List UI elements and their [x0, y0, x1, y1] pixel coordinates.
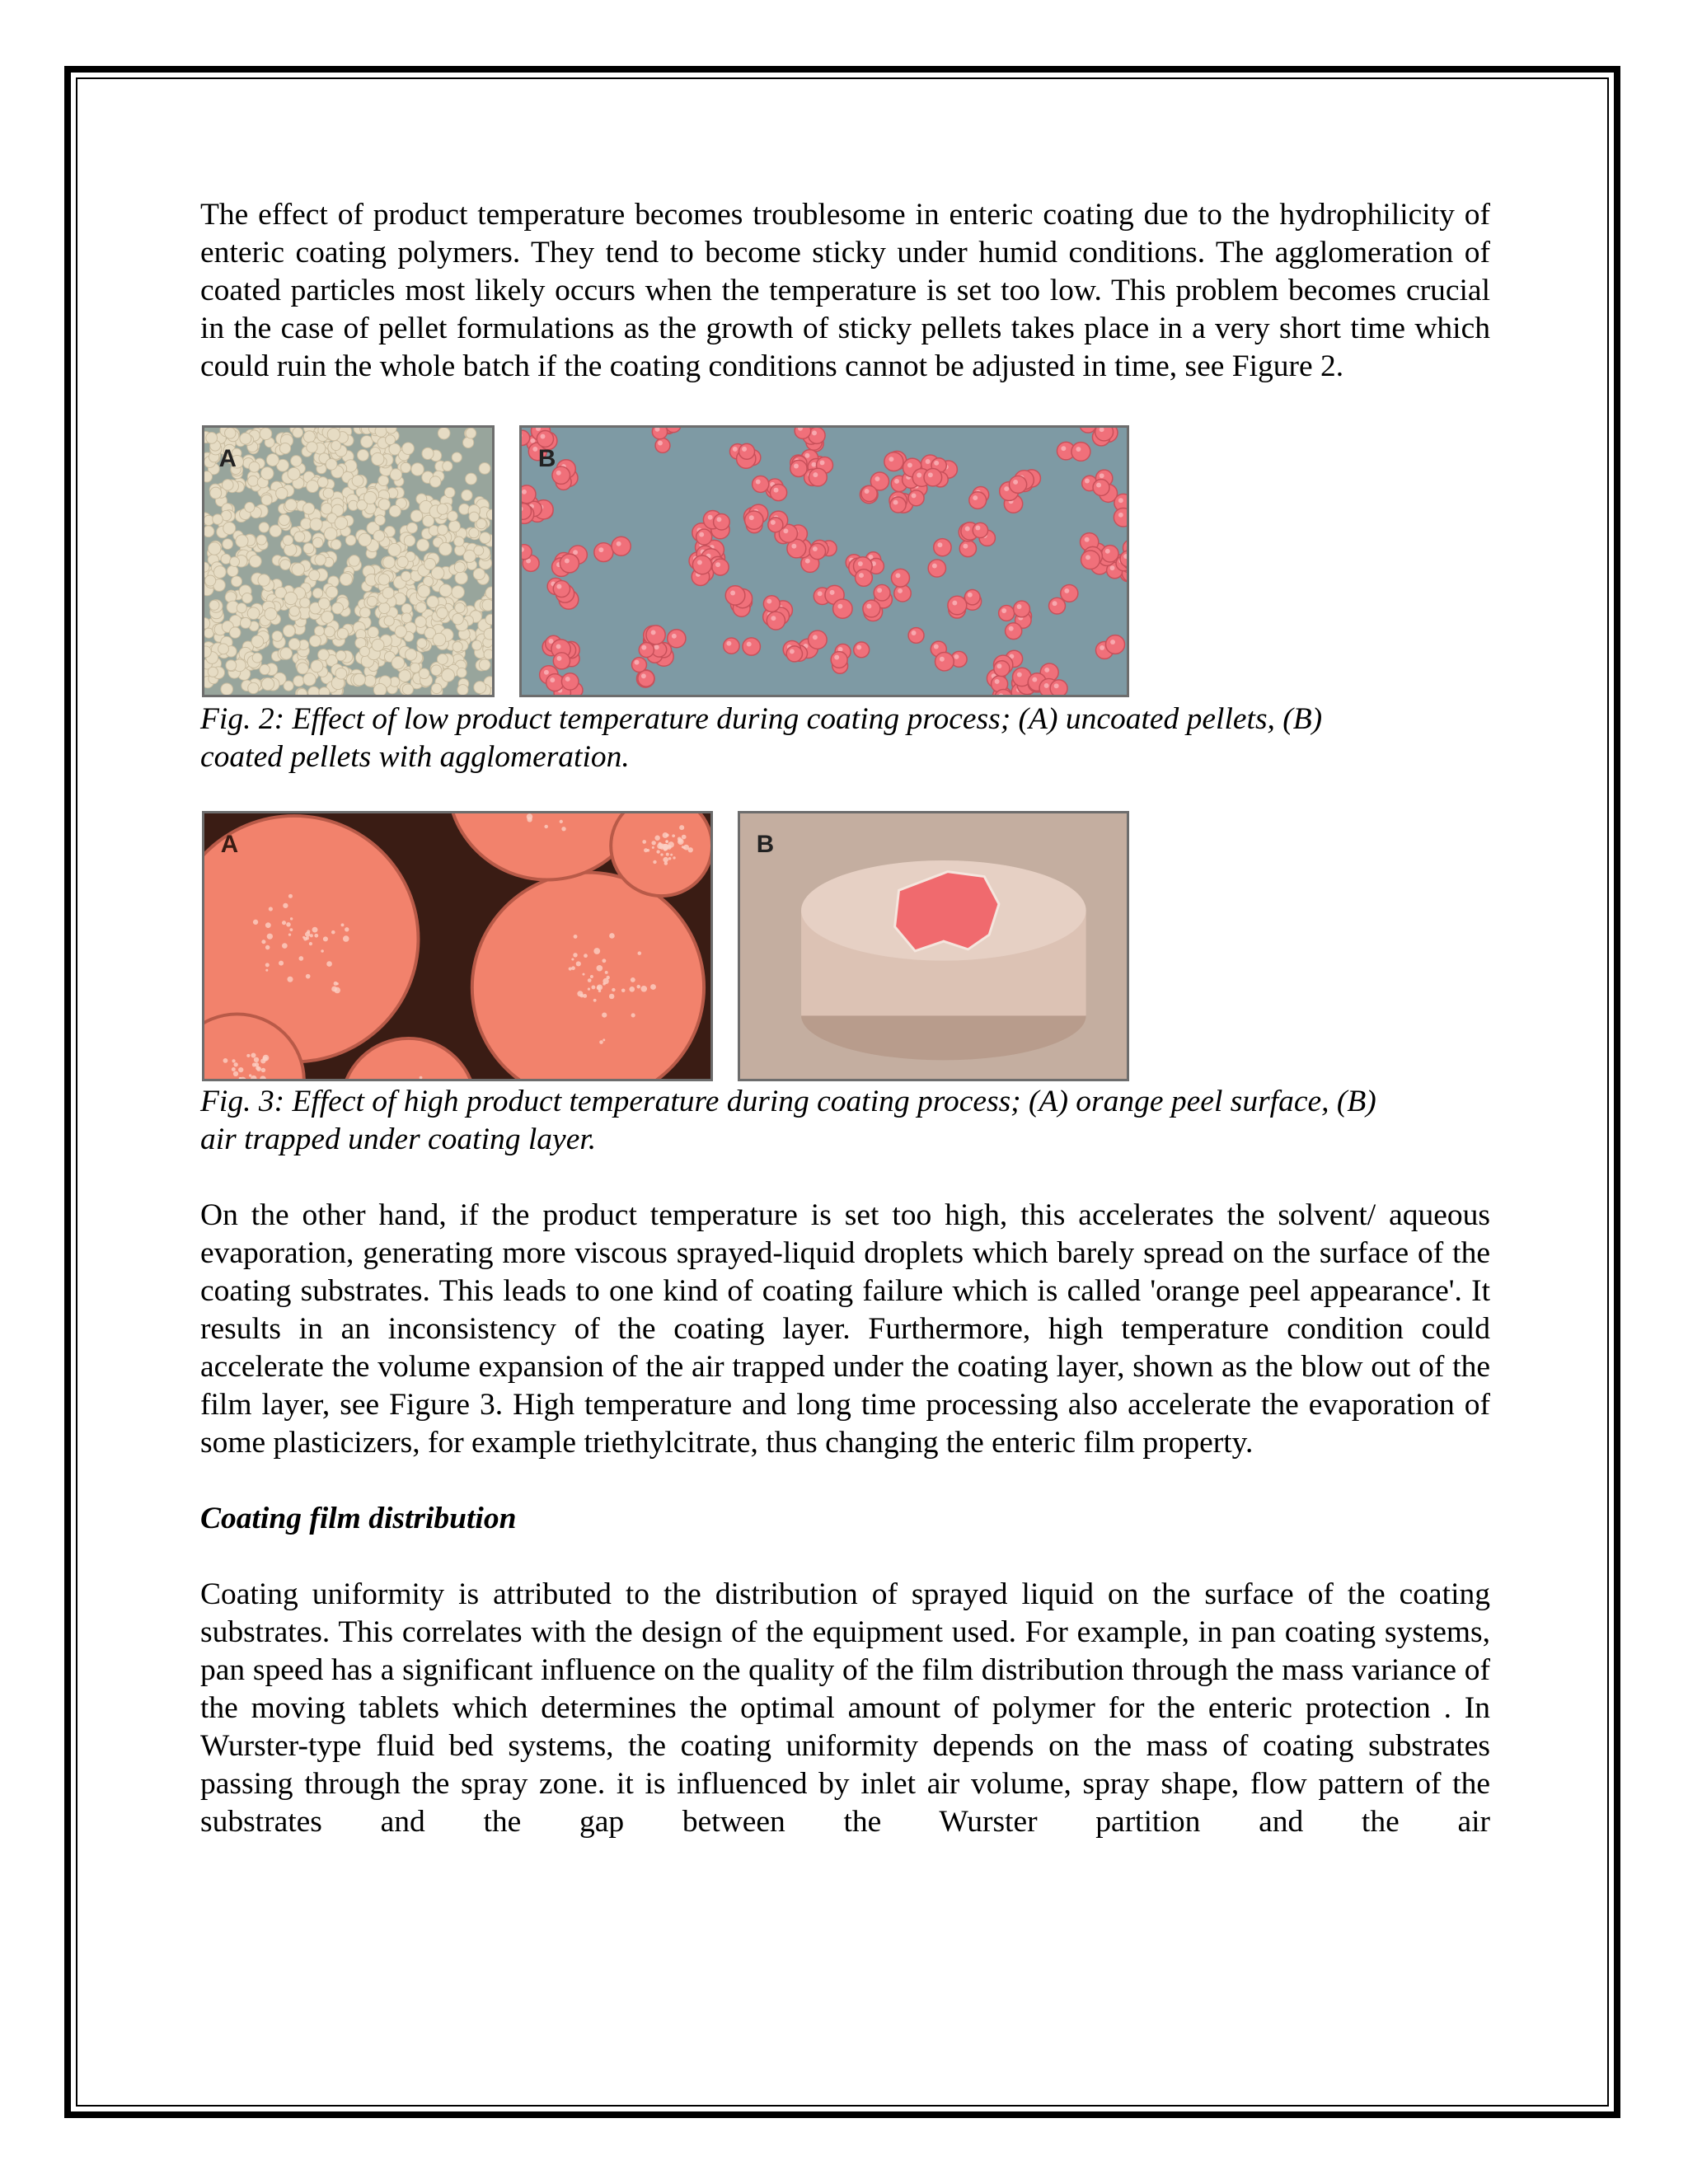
- figure-2-panel-b: [519, 425, 1129, 697]
- panel-label: A: [220, 831, 239, 859]
- figure-2: [202, 425, 1490, 697]
- panel-label: B: [537, 445, 556, 473]
- section-heading: Coating film distribution: [200, 1502, 517, 1535]
- figure-2-caption-line-1: Fig. 2: Effect of low product temperature during coating process; (A) uncoated pellets, (B): [200, 702, 1323, 736]
- figure-3-panel-a: [202, 811, 713, 1081]
- figure-2-panel-a: [202, 425, 495, 697]
- panel-label: A: [218, 445, 237, 473]
- figure-2-caption-line-2: coated pellets with agglomeration.: [200, 740, 630, 774]
- figure-3: [202, 811, 1490, 1081]
- paragraph-product-temperature: The effect of product temperature becomes troublesome in enteric coating due to the hydrophilicity of enteric coating polymers. They tend to become sticky under humid conditions. The agglomeration of coated particles most likely occurs when the temperature is set too low. This problem becomes crucial in the case of pellet formulations as the growth of sticky pellets takes place in a very short time which could ruin the whole batch if the coating conditions cannot be adjusted in time, see Figure 2.: [200, 198, 1490, 383]
- paragraph-coating-uniformity: Coating uniformity is attributed to the distribution of sprayed liquid on the surface of the coating substrates. This correlates with the design of the equipment used. For example, in pan coating systems, pan speed has a significant influence on the quality of the film distribution through the mass variance of the moving tablets which determines the optimal amount of polymer for the enteric protection . In Wurster-type fluid bed systems, the coating uniformity depends on the mass of coating substrates passing through the spray zone. it is influenced by inlet air volume, spray shape, flow pattern of the substrates and the gap between the Wurster partition and the air: [200, 1577, 1490, 1839]
- figure-3-caption-line-1: Fig. 3: Effect of high product temperature during coating process; (A) orange peel surface, (B): [200, 1085, 1376, 1118]
- figure-3-caption-line-2: air trapped under coating layer.: [200, 1122, 597, 1156]
- figure-3-panel-b: [738, 811, 1129, 1081]
- panel-label: B: [756, 831, 775, 859]
- document-content: [200, 196, 1490, 1841]
- paragraph-high-temperature: On the other hand, if the product temperature is set too high, this accelerates the solvent/ aqueous evaporation, generating more viscous sprayed-liquid droplets which barely spread on the surface of the coating substrates. This leads to one kind of coating failure which is called 'orange peel appearance'. It results in an inconsistency of the coating layer. Furthermore, high temperature condition could accelerate the volume expansion of the air trapped under the coating layer, shown as the blow out of the film layer, see Figure 3. High temperature and long time processing also accelerate the evaporation of some plasticizers, for example triethylcitrate, thus changing the enteric film property.: [200, 1198, 1490, 1460]
